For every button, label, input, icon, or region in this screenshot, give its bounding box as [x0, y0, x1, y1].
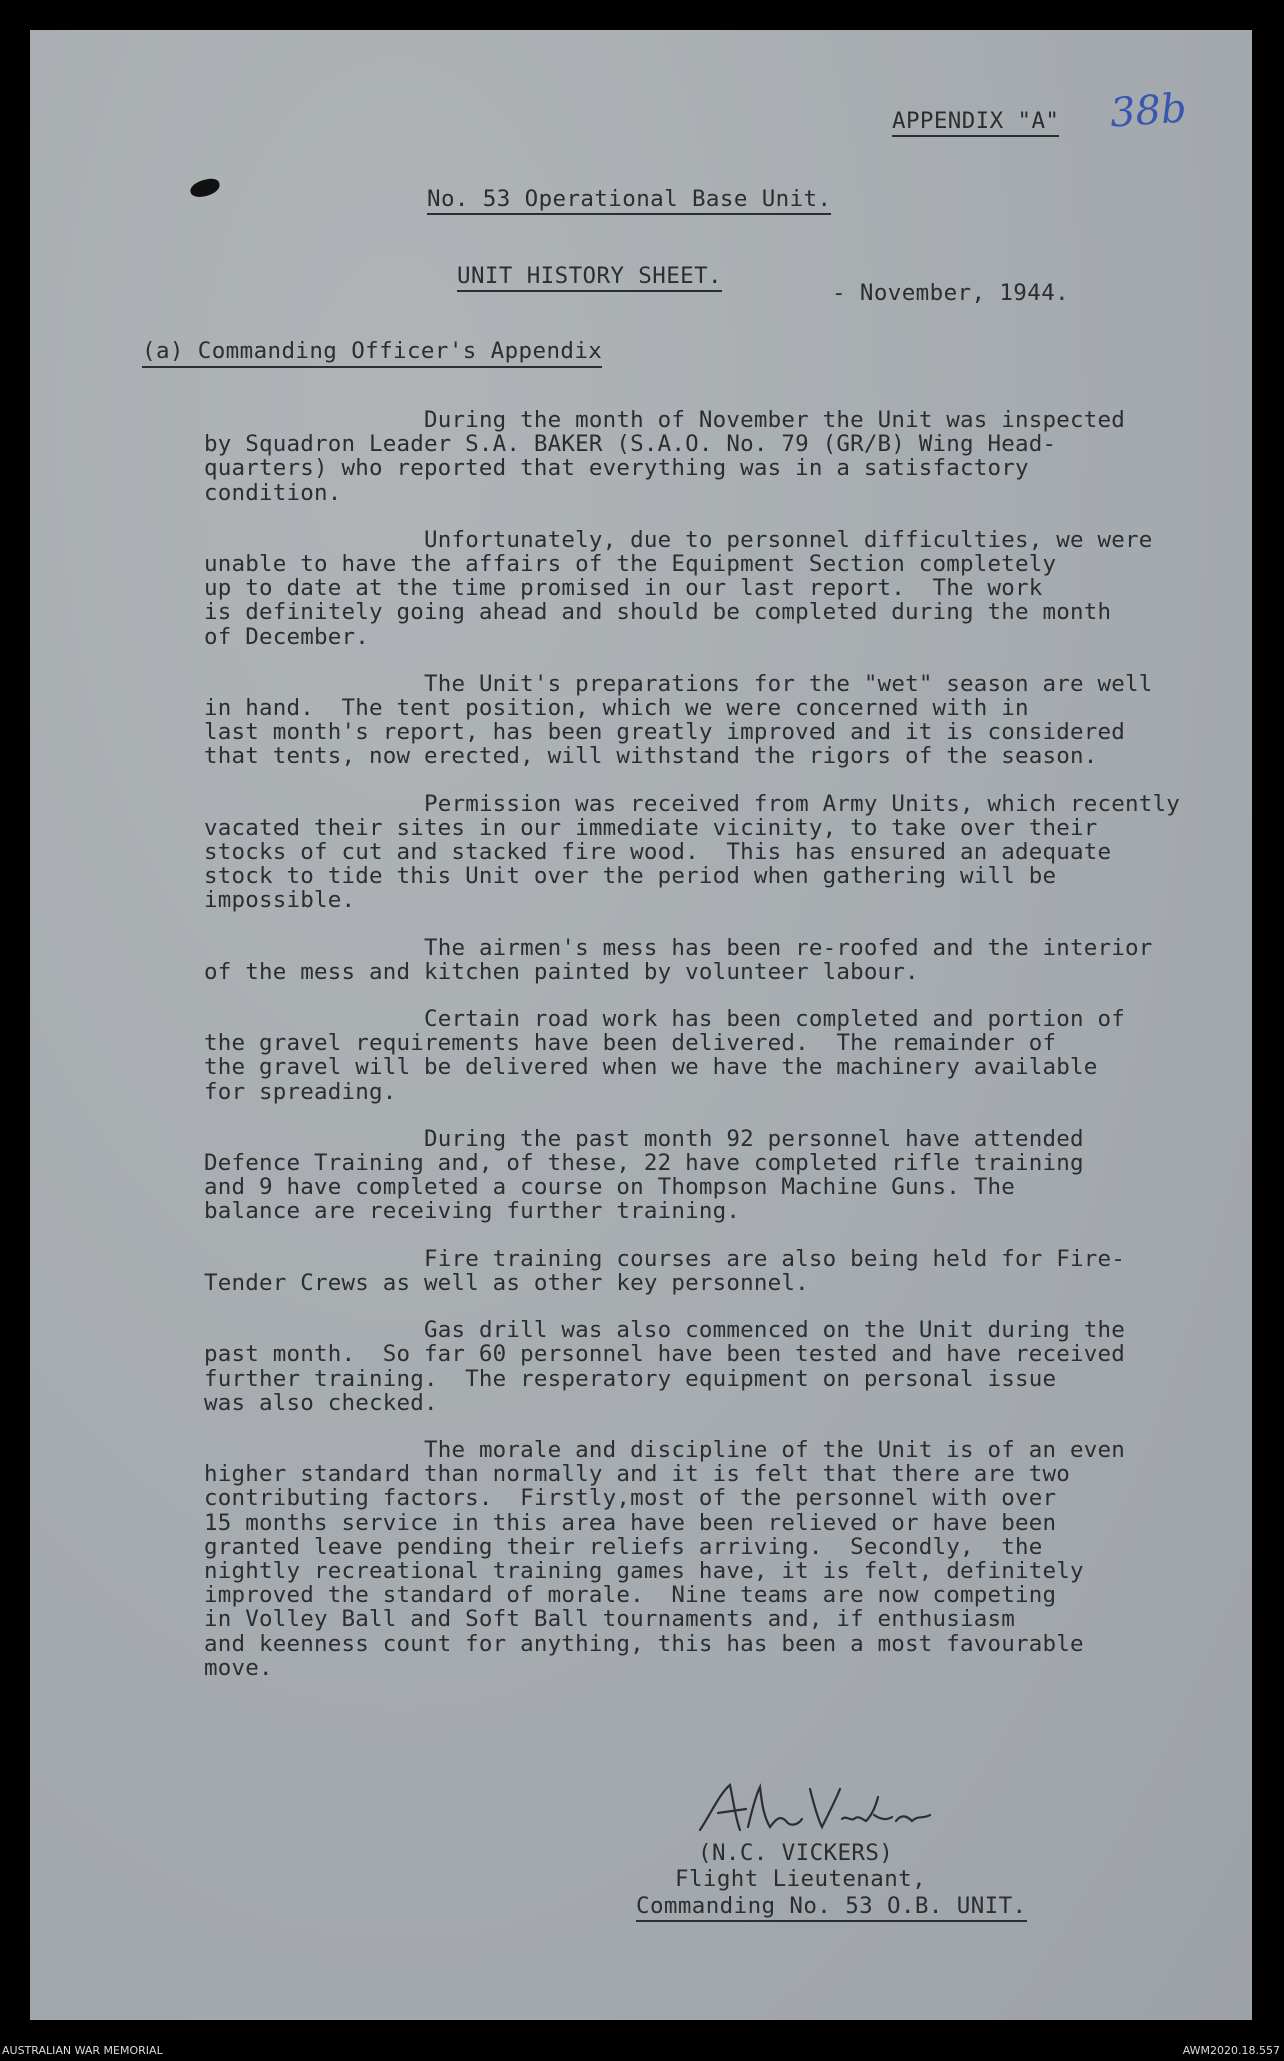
footer-left: AUSTRALIAN WAR MEMORIAL: [2, 2044, 163, 2057]
paragraph: During the month of November the Unit was inspected by Squadron Leader S.A. BAKER (S.A.O. No. 79 (GR/B) Wing Head- quarters) who reported that everything was in a satisfactory condition.: [204, 407, 1126, 506]
section-heading: [142, 340, 602, 363]
appendix-label: APPENDIX "A": [892, 110, 1059, 137]
signatory-position: Commanding No. 53 O.B. UNIT.: [636, 1895, 1027, 1922]
paragraph: The airmen's mess has been re-roofed and the interior of the mess and kitchen painted by volunteer labour.: [204, 934, 1153, 985]
body-text: [204, 408, 1234, 1703]
signatory-name: (N.C. VICKERS): [698, 1840, 894, 1866]
paragraph: During the past month 92 personnel have attended Defence Training and, of these, 22 have completed rifle training and 9 have completed a course on Thompson Machine Guns. The balance are receiving further training.: [204, 1125, 1084, 1225]
ink-blot: [188, 176, 221, 199]
document-page: [30, 30, 1252, 2020]
sheet-title: UNIT HISTORY SHEET.: [457, 265, 722, 292]
paragraph: Fire training courses are also being held for Fire- Tender Crews as well as other key personnel.: [204, 1245, 1126, 1296]
footer-right: AWM2020.18.557: [1182, 2044, 1280, 2057]
unit-title: No. 53 Operational Base Unit.: [427, 188, 831, 215]
paragraph: Gas drill was also commenced on the Unit during the past month. So far 60 personnel have been tested and have received further training. The resperatory equipment on personal issue was also checked.: [204, 1317, 1126, 1416]
paragraph: The morale and discipline of the Unit is of an even higher standard than normally and it is felt that there are two contributing factors. Firstly,most of the personnel with over 15 months service in this area have been relieved or have been granted leave pending their reliefs arriving. Secondly, the nightly recreational training games have, it is felt, definitely improved the standard of morale. Nine teams are now competing in Volley Ball and Soft Ball tournaments and, if enthusiasm and keenness count for anything, this has been a most favourable move.: [204, 1436, 1126, 1681]
paragraph: Certain road work has been completed and portion of the gravel requirements have been delivered. The remainder of the gravel will be delivered when we have the machinery available for spreading.: [204, 1006, 1126, 1105]
paragraph: The Unit's preparations for the "wet" season are well in hand. The tent position, which we were concerned with in last month's report, has been greatly improved and it is considered that tents, now erected, will withstand the rigors of the season.: [204, 670, 1153, 770]
section-heading-text: (a) Commanding Officer's Appendix: [142, 338, 602, 368]
paragraph: Permission was received from Army Units, which recently vacated their sites in our immediate vicinity, to take over their stocks of cut and stacked fire wood. This has ensured an adequate stock to tide this Unit over the period when gathering will be impossible.: [204, 790, 1180, 914]
date-line: - November, 1944.: [832, 280, 1070, 306]
paragraph: Unfortunately, due to personnel difficulties, we were unable to have the affairs of the Equipment Section completely up to date at the time promised in our last report. The work is definitely going ahead and should be completed during the month of December.: [204, 526, 1153, 650]
handwritten-signature: [690, 1775, 950, 1845]
page-number: 38b: [1108, 85, 1189, 137]
signatory-rank: Flight Lieutenant,: [675, 1866, 927, 1892]
